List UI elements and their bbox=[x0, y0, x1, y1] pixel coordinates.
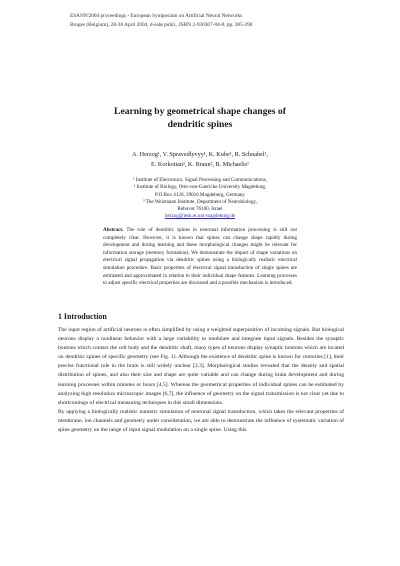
body-paragraph-2: By applying a biologically realistic numeric simulation of neuronal signal transduction, which takes the relevant properties of membrane, ion channels and geometry under consideration, we are able to demonstrate the influence of systematic variation of spine geometry on the range of input signal modulation on a single spine. Using this bbox=[58, 408, 344, 434]
title-line-2: dendritic spines bbox=[167, 118, 233, 130]
header-line-2: Bruges (Belgium), 28-30 April 2004, d-side publi., ISBN 2-930307-04-8, pp. 385-390 bbox=[70, 22, 253, 28]
abstract-label: Abstract. bbox=[103, 227, 124, 233]
contact-email-link[interactable]: herzog@iesk.et.uni-magdeburg.de bbox=[164, 213, 236, 220]
affiliation-2-address: P.O.Box 4120, 39016 Magdeburg, Germany bbox=[155, 191, 245, 198]
header-line-1: ESANN'2004 proceedings - European Symposium on Artificial Neural Networks bbox=[70, 13, 243, 19]
body-paragraph-1: The input region of artificial neurons is often simplified by using a weighted superposition of incoming signals. But biological neurons display a nonlinear behavior with a large variability to modulate and integrate input signals. Besides the synaptic boutons which contact the cell body and the dendritic shaft, many types of neurons display synaptic boutons which are located on dendritic spines of specific geometry (see Fig. 1). Although the existence of dendritic spine is known for centuries [1], their precise functional role in the brain is still widely unclear [2,3]. Morphological studies revealed that the density and spatial distribution of spines, and also their size and shape are quite variable and can change during brain development and during learning processes within minutes or hours [4,5]. Whereas the geometrical properties of individual spines can be estimated by analyzing high resolution microscopic images [6,7], the influence of geometry on the signal transmission is not clear yet due to shortcomings of electrical measuring techniques in this small dimensions. bbox=[58, 327, 344, 406]
affiliation-2: ² Institute of Biology, Otto-von-Guericke University Magdeburg, bbox=[133, 184, 267, 191]
affiliation-3: ³ The Weizmann Institute, Department of Neurobiology, bbox=[142, 198, 258, 205]
paper-title bbox=[60, 106, 340, 131]
affiliations bbox=[60, 177, 340, 221]
affiliation-3-address: Rehovot 76100, Israel bbox=[177, 206, 223, 213]
abstract-text: The role of dendritic spines in neuronal information processing is still not completely clear. However, it is known that spines can change shape rapidly during development and during learning and these morphological changes might be relevant for information storage (memory formation). We demonstrate the impact of shape variations on electrical signal propagation via dendritic spines using a biologically realistic electrical simulation procedure. Basic properties of electrical signal transduction of single spines are estimated and approximated in relation to their individual shape features. Learning processes to adjust specific electrical properties are discussed and a possible mechanism is introduced. bbox=[103, 227, 297, 287]
abstract bbox=[103, 227, 297, 288]
section-body bbox=[58, 326, 344, 435]
authors-line-2: E. Korkotian³, K. Braun², B. Michaelis¹ bbox=[150, 160, 250, 168]
section-heading: 1 Introduction bbox=[58, 312, 107, 321]
title-line-1: Learning by geometrical shape changes of bbox=[114, 106, 286, 117]
proceedings-header bbox=[70, 12, 380, 30]
authors-line-1: A. Herzog¹, V. Spravedlyvyy¹, K. Kube¹, R. Schnabel¹, bbox=[132, 151, 268, 158]
author-list bbox=[60, 150, 340, 169]
affiliation-1: ¹ Institute of Electronics, Signal Processing and Communications, bbox=[132, 177, 268, 183]
